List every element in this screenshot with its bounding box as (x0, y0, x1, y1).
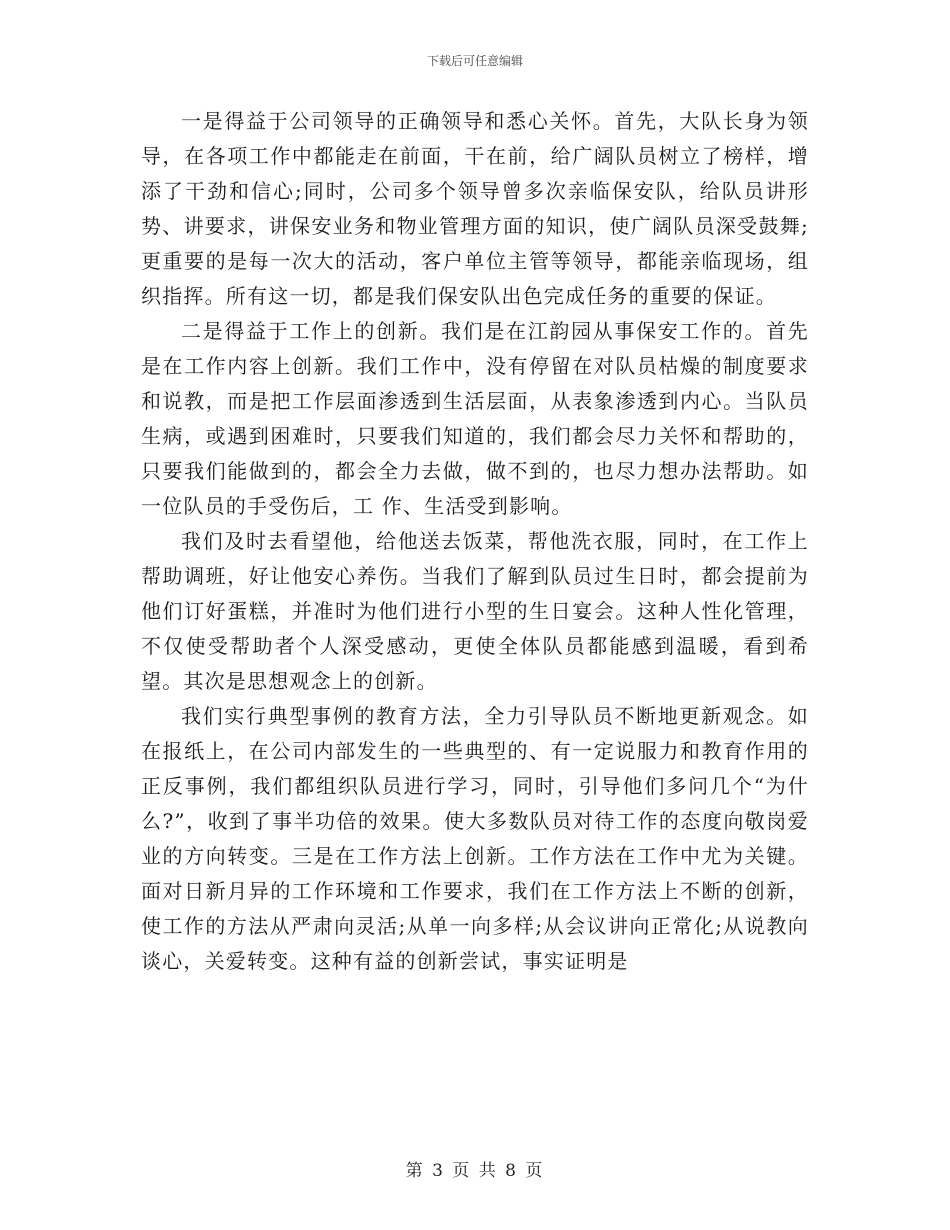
paragraph-4: 我们实行典型事例的教育方法，全力引导队员不断地更新观念。如在报纸上，在公司内部发生的一些典型的、有一定说服力和教育作用的正反事例，我们都组织队员进行学习，同时，引导他们多问几个“为什么?”，收到了事半功倍的效果。使大多数队员对待工作的态度向敬岗爱业的方向转变。三是在工作方法上创新。工作方法在工作中尤为关键。面对日新月异的工作环境和工作要求，我们在工作方法上不断的创新，使工作的方法从严肃向灵活;从单一向多样;从会议讲向正常化;从说教向谈心，关爱转变。这种有益的创新尝试，事实证明是 (141, 704, 809, 973)
page-header: 下载后可任意编辑 (426, 54, 523, 68)
paragraph-1: 一是得益于公司领导的正确领导和悉心关怀。首先，大队长身为领导，在各项工作中都能走在前面，干在前，给广阔队员树立了榜样，增添了干劲和信心;同时，公司多个领导曾多次亲临保安队，给队员讲形势、讲要求，讲保安业务和物业管理方面的知识，使广阔队员深受鼓舞;更重要的是每一次大的活动，客户单位主管等领导，都能亲临现场，组织指挥。所有这一切，都是我们保安队出色完成任务的重要的保证。 (141, 109, 809, 308)
page-number-footer: 第 3 页 共 8 页 (405, 1161, 545, 1181)
paragraph-3: 我们及时去看望他，给他送去饭菜，帮他洗衣服，同时，在工作上帮助调班，好让他安心养伤。当我们了解到队员过生日时，都会提前为他们订好蛋糕，并准时为他们进行小型的生日宴会。这种人性化管理，不仅使受帮助者个人深受感动，更使全体队员都能感到温暖，看到希望。其次是思想观念上的创新。 (141, 529, 809, 693)
paragraph-2: 二是得益于工作上的创新。我们是在江韵园从事保安工作的。首先是在工作内容上创新。我们工作中，没有停留在对队员枯燥的制度要求和说教，而是把工作层面渗透到生活层面，从表象渗透到内心。当队员生病，或遇到困难时，只要我们知道的，我们都会尽力关怀和帮助的，只要我们能做到的，都会全力去做，做不到的，也尽力想办法帮助。如一位队员的手受伤后，工 作、生活受到影响。 (141, 319, 809, 518)
document-body (141, 104, 809, 979)
